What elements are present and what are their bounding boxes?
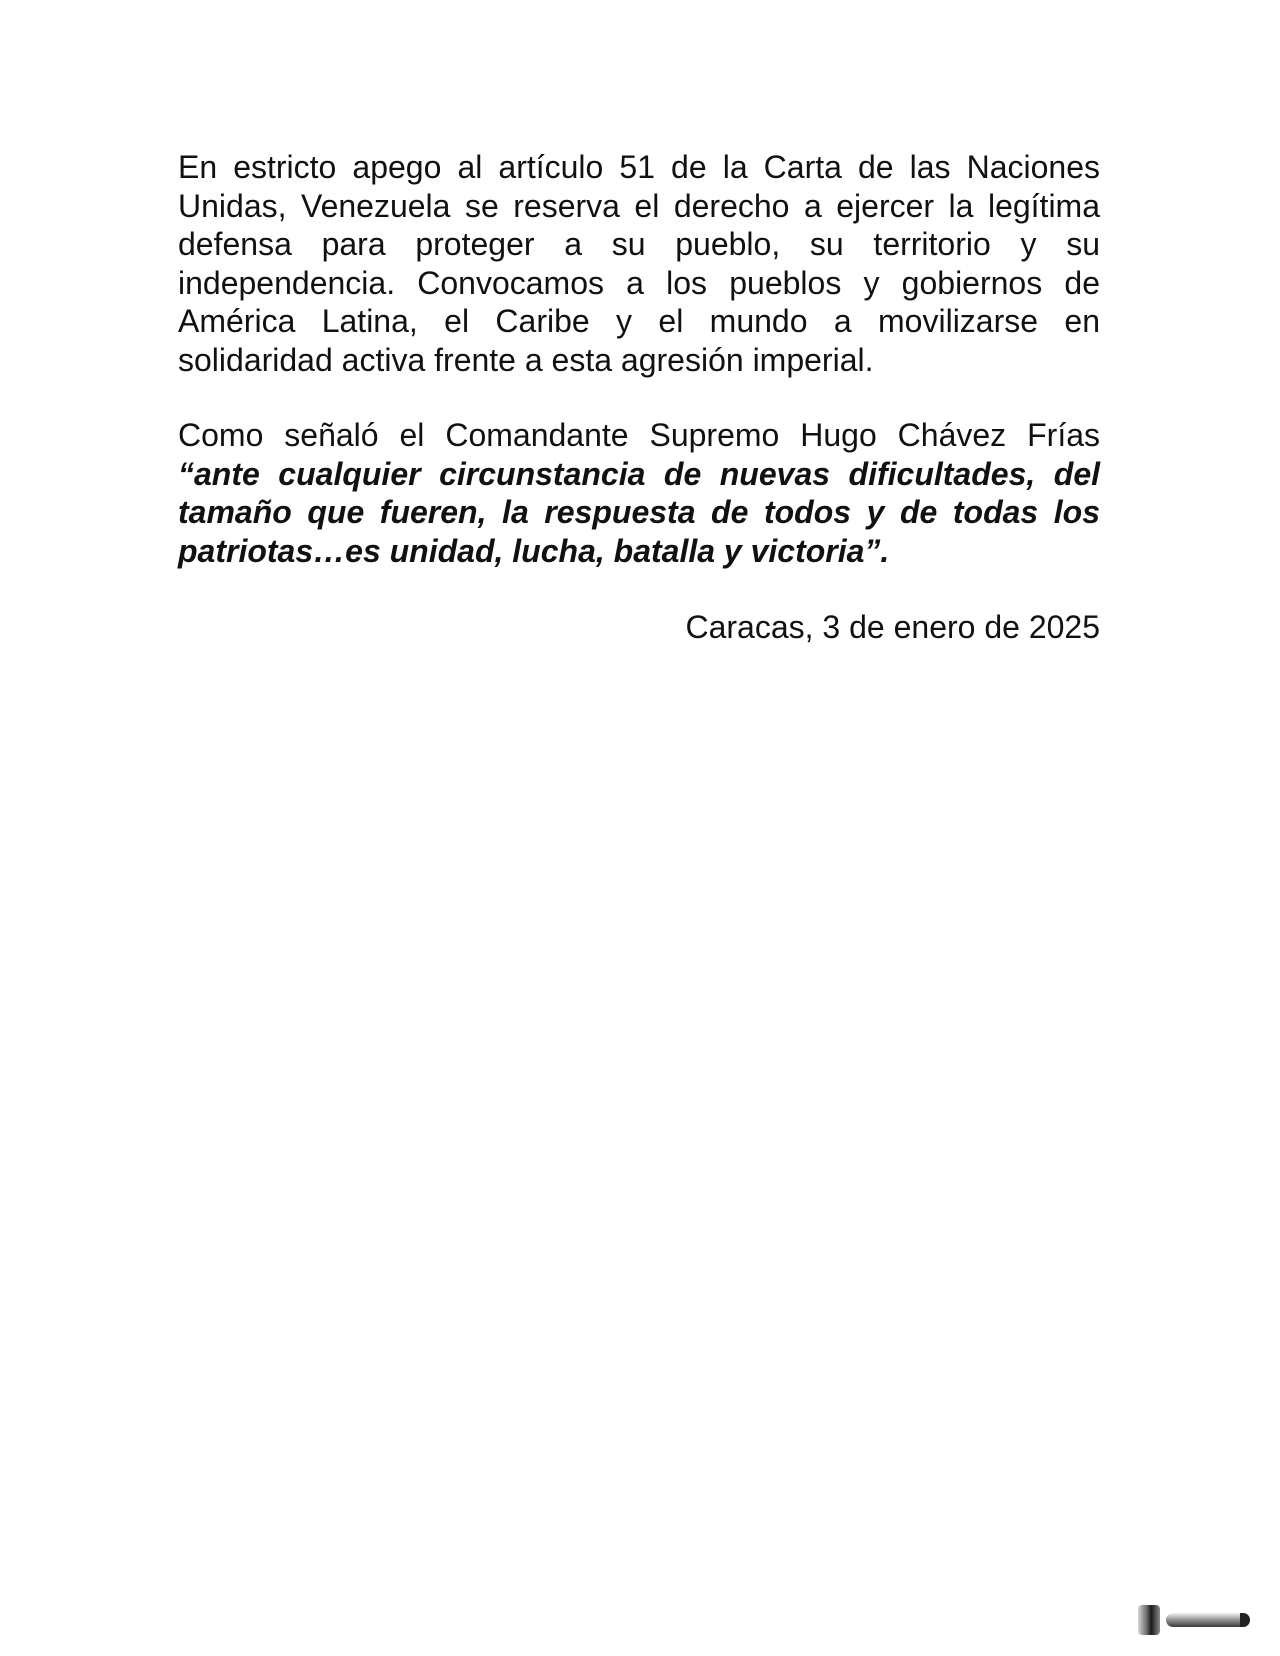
scroll-handle-tip	[1240, 1613, 1250, 1627]
paragraph-chavez-quote	[178, 416, 1100, 570]
place-date-signature: Caracas, 3 de enero de 2025	[685, 609, 1100, 645]
scroll-handle-knob	[1138, 1605, 1160, 1635]
paragraph-legitimate-defense: En estricto apego al artículo 51 de la Carta de las Naciones Unidas, Venezuela se reserva el derecho a ejercer la legítima defensa para proteger a su pueblo, su territorio y su independencia. Convocamos a los pueblos y gobiernos de América Latina, el Caribe y el mundo a movilizarse en solidaridad activa frente a esta agresión imperial.	[178, 149, 1100, 378]
scroll-handle-icon	[1138, 1605, 1250, 1635]
quote-intro: Como señaló el Comandante Supremo Hugo Chávez Frías	[178, 417, 1100, 453]
scroll-handle-bar	[1166, 1613, 1250, 1627]
quote-text: “ante cualquier circunstancia de nuevas dificultades, del tamaño que fueren, la respuesta de todos y de todas los patriotas…es unidad, lucha, batalla y victoria”.	[178, 455, 1100, 569]
